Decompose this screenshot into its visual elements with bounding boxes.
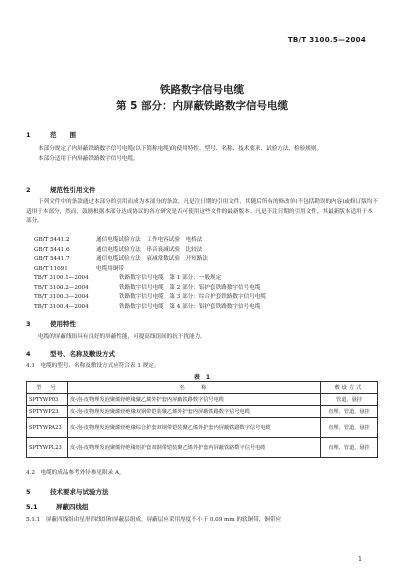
section-4-2 (26, 469, 378, 479)
table-cell-name: 皮-泡-皮物理发泡聚烯烃绝缘铝护套双钢带铠装聚乙烯外护套内屏蔽铁路数字信号电缆 (68, 438, 321, 458)
section-title: 范 围 (50, 131, 76, 139)
section-title: 技术要求与试验方法 (50, 488, 109, 496)
section-3-heading (26, 319, 76, 328)
table-cell-name: 皮-泡-皮物理发泡聚烯烃绝缘综合护套双钢带铠装聚乙烯外护套内屏蔽铁路数字信号电缆 (68, 418, 321, 438)
section-number: 5 (26, 488, 31, 496)
page-number: 1 (358, 556, 362, 563)
paragraph: 4.1 电缆的型号、名称及敷设方式应符合表 1 规定。 (26, 363, 160, 369)
table-cell-use: 直埋、管道、悬挂 (321, 406, 378, 418)
paragraph: 本部分规定了内屏蔽铁路数字信号电缆(以下简称电缆)的使用特性、型号、名称、技术要求、试验方法、检验规则。 (38, 146, 323, 152)
cable-type-table (26, 381, 378, 458)
section-number: 2 (26, 186, 31, 194)
section-2-heading (26, 185, 96, 194)
section-title: 型号、名称及敷设方式 (50, 350, 115, 358)
table-cell-name: 皮-泡-皮物理发泡聚烯烃绝缘双钢带铠装聚乙烯外护套内屏蔽铁路数字信号电缆 (68, 406, 321, 418)
paragraph: 电缆的屏蔽线组具有良好的屏蔽性能，可提高线组间的抗干扰能力。 (38, 334, 206, 340)
document-title: 铁路数字信号电缆 (160, 84, 244, 96)
table-header-cell: 敷设方式 (321, 382, 378, 394)
section-4-heading (26, 349, 115, 358)
table-cell-model: SPTYWP03 (27, 394, 68, 406)
section-number: 1 (26, 131, 31, 139)
section-number: 3 (26, 320, 31, 328)
reference-item: GB/T 5441.7 通信电缆试验方法 衰减常数试验 开短路法 (34, 256, 208, 262)
reference-item: TB/T 3100.2—2004 铁路数字信号电缆 第 2 部分：铝护套铁路数字信号电缆 (34, 284, 261, 291)
table-header-cell: 名 称 (68, 382, 321, 394)
section-5-heading (26, 487, 109, 496)
section-number: 5.1 (26, 503, 38, 511)
document-subtitle: 第 5 部分：内屏蔽铁路数字信号电缆 (115, 100, 289, 112)
table-cell-use: 管道、悬挂 (321, 394, 378, 406)
section-4-1 (26, 362, 378, 372)
reference-list (34, 236, 266, 312)
table-row (27, 418, 378, 438)
table-cell-name: 皮-泡-皮物理发泡聚烯烃绝缘聚乙烯外护套内屏蔽铁路数字信号电缆 (68, 394, 321, 406)
table-row (27, 438, 378, 458)
section-title: 规范性引用文件 (50, 186, 96, 194)
reference-item: TB/T 3100.1—2004 铁路数字信号电缆 第 1 部分：一般规定 (34, 275, 222, 281)
reference-item: TB/T 3100.3—2004 铁路数字信号电缆 第 3 部分：综合护套铁路数字信号电缆 (34, 294, 266, 300)
reference-item: GB/T 5441.6 通信电缆试验方法 串音衰减试验 比较法 (34, 246, 203, 253)
paragraph: 5.1.1 屏蔽四线组由星形四线组和屏蔽层组成。屏蔽层应采用厚度不小于 0.09 mm 的软铜带，铜带应 (26, 517, 282, 523)
subsection-5-1-heading (26, 502, 89, 511)
section-number: 4 (26, 350, 31, 358)
standard-number: TB/T 3100.5—2004 (287, 36, 366, 44)
table-header-row (27, 382, 378, 394)
section-2-body (26, 198, 378, 227)
table-row (27, 394, 378, 406)
table-cell-model: SPTYWP23 (27, 406, 68, 418)
section-1-heading (26, 130, 76, 139)
section-5-1-1 (26, 516, 378, 526)
paragraph: 下列文件中的条款通过本部分的引用而成为本部分的条款。凡是注日期的引用文件，其随后所有的修改单(不包括勘误的内容)或修订版均不适用于本部分，然而，鼓励根据本部分达成协议的各方研究是否可使用这些文件的最新版本。凡是不注日期的引用文件，其最新版本适用于本部分。 (26, 199, 378, 224)
reference-item: GB/T 11091 电缆用铜带 (34, 265, 124, 272)
table-header-cell: 型 号 (27, 382, 68, 394)
table-cell-use: 直埋、管道、悬挂 (321, 418, 378, 438)
table-row (27, 406, 378, 418)
paragraph: 本部分适用于内屏蔽铁路数字信号电缆。 (38, 155, 139, 162)
reference-item: GB/T 5441.2 通信电缆试验方法 工作电容试验 电桥法 (34, 237, 203, 243)
table-cell-model: SPTYWPA23 (27, 418, 68, 438)
table-cell-model: SPTYWPL23 (27, 438, 68, 458)
section-1-body (26, 145, 378, 164)
reference-item: TB/T 3100.4—2004 铁路数字信号电缆 第 4 部分：铝护套铁路数字信号电缆 (34, 303, 261, 310)
section-3-body (26, 333, 378, 343)
paragraph: 4.2 电缆的成品参考外径参见附录 A。 (26, 470, 125, 476)
table-caption: 表 1 (193, 374, 211, 381)
section-title: 使用特性 (50, 320, 76, 328)
section-title: 屏蔽四线组 (56, 503, 89, 511)
table-cell-use: 直埋、管道、悬挂 (321, 438, 378, 458)
